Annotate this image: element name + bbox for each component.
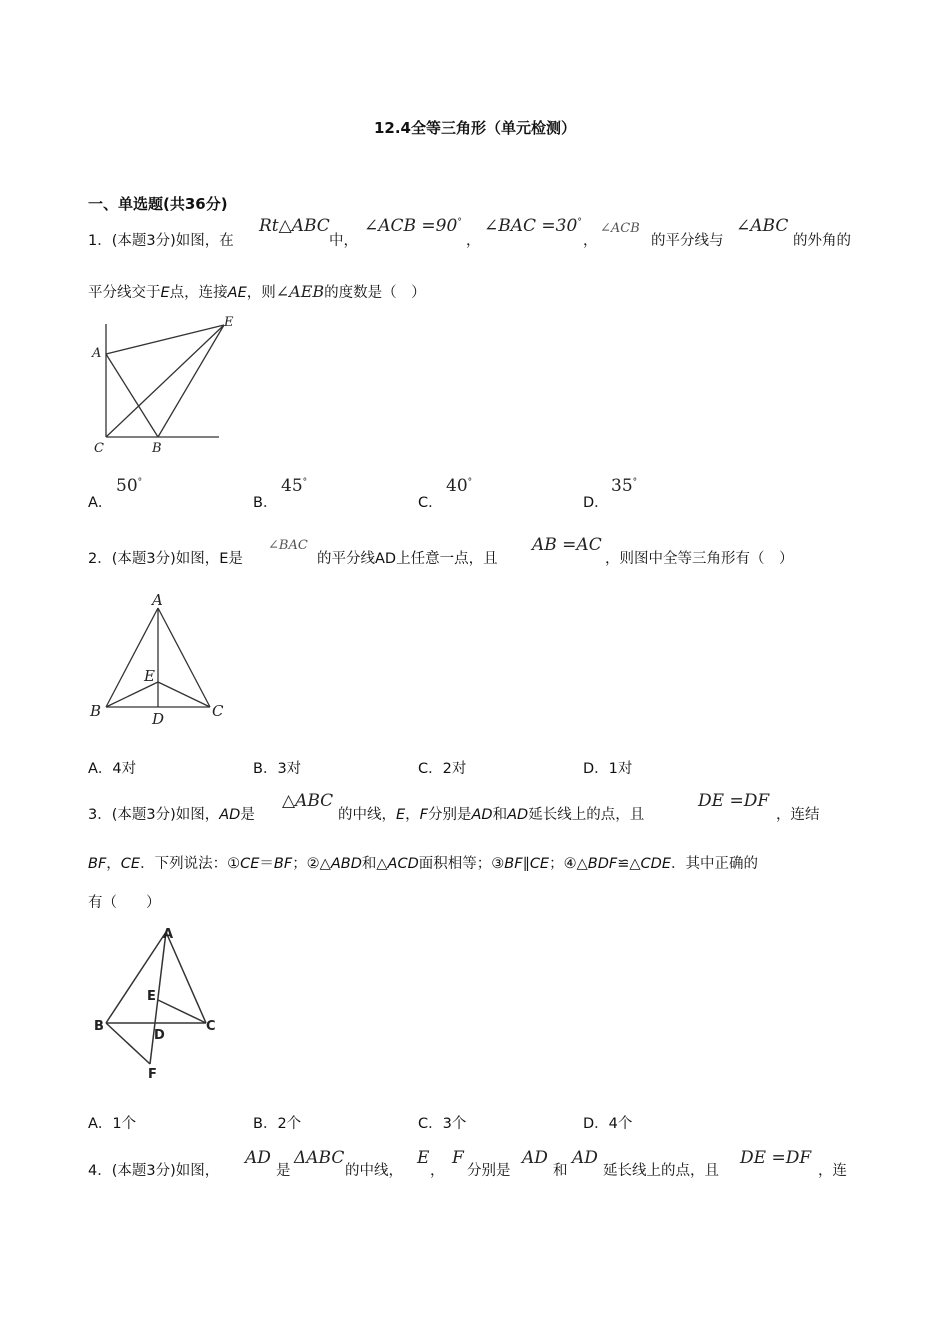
q3-option-a[interactable]: A．1个 [88, 1116, 137, 1132]
q4-text-mid1: 的中线， [345, 1163, 403, 1179]
q4-text-end: ，连 [818, 1163, 847, 1179]
q3-line-1b: 的中线，E，F分别是AD和AD延长线上的点，且 [338, 807, 645, 823]
q2-option-c[interactable]: C．2对 [418, 761, 467, 777]
q2-math-ab-ac: AB =AC [532, 535, 602, 555]
q3-figure [88, 922, 228, 1082]
page-title: 12.4全等三角形（单元检测） [373, 119, 576, 137]
q1-text-zhong: 中， [329, 233, 358, 249]
q3-label-E: E [147, 989, 156, 1004]
q1-comma-1: ， [466, 233, 481, 249]
q1-text-mid: 的平分线与 [651, 233, 724, 249]
section-heading: 一、单选题(共36分) [88, 195, 228, 213]
q4-math-f: F [452, 1148, 464, 1168]
q1-comma-2: ， [583, 233, 598, 249]
q3-option-d[interactable]: D．4个 [583, 1116, 633, 1132]
q3-line-1a: 3．(本题3分)如图，AD是 [88, 807, 255, 823]
q1-label-C: C [94, 441, 104, 456]
q3-line-2: BF，CE．下列说法：①CE＝BF；②△ABD和△ACD面积相等；③BF∥CE；④△BDF≌△CDE．其中正确的 [88, 856, 758, 872]
q1-option-d-value: 35° [611, 476, 638, 496]
q4-comma: ， [430, 1163, 445, 1179]
q1-option-a[interactable]: A． [88, 495, 113, 511]
q4-math-ad2: AD [522, 1148, 548, 1168]
q1-math-acb: ∠ACB [600, 221, 640, 236]
q4-text-shi: 是 [276, 1163, 291, 1179]
q3-math-de-df: DE =DF [698, 791, 770, 811]
q1-text-end: 的外角的 [793, 233, 851, 249]
q2-label-C: C [212, 702, 224, 720]
q1-line-2: 平分线交于E点，连接AE，则∠AEB的度数是（ ） [88, 282, 426, 301]
q1-math-acb90: ∠ACB =90° [364, 216, 462, 236]
q1-option-c[interactable]: C． [418, 495, 443, 511]
q3-label-F: F [148, 1067, 157, 1082]
q3-label-C: C [206, 1019, 216, 1034]
q4-text-he: 和 [553, 1163, 568, 1179]
q1-math-abc: ∠ABC [736, 216, 789, 236]
q4-math-abc: ΔABC [294, 1148, 345, 1168]
q1-label-A: A [92, 346, 102, 361]
q2-label-A: A [152, 591, 163, 609]
q3-label-A: A [163, 927, 174, 942]
q1-math-bac30: ∠BAC =30° [484, 216, 582, 236]
q2-option-d[interactable]: D．1对 [583, 761, 633, 777]
q4-math-ad: AD [245, 1148, 271, 1168]
q1-option-d[interactable]: D． [583, 495, 609, 511]
q2-text-end: ，则图中全等三角形有（ ） [605, 551, 794, 567]
q1-label-B: B [152, 441, 162, 456]
q3-label-B: B [94, 1019, 104, 1034]
q1-math-rt-abc: Rt△ABC [259, 216, 330, 236]
q4-prefix: 4．(本题3分)如图， [88, 1163, 220, 1179]
q4-text-mid3: 延长线上的点，且 [603, 1163, 719, 1179]
q1-figure [88, 312, 238, 462]
q2-text-mid: 的平分线AD上任意一点，且 [317, 551, 498, 567]
q2-math-bac: ∠BAC [268, 538, 308, 553]
q1-option-c-value: 40° [446, 476, 473, 496]
q1-option-a-value: 50° [116, 476, 143, 496]
q2-label-B: B [90, 702, 102, 720]
q3-text-end: ，连结 [776, 807, 820, 823]
q2-option-b[interactable]: B．3对 [253, 761, 302, 777]
q3-label-D: D [154, 1028, 165, 1043]
q4-math-de-df: DE =DF [740, 1148, 812, 1168]
q4-math-ad3: AD [572, 1148, 598, 1168]
q1-label-E: E [224, 315, 234, 330]
q2-prefix: 2．(本题3分)如图，E是 [88, 551, 243, 567]
q1-option-b[interactable]: B． [253, 495, 278, 511]
q1-prefix: 1．(本题3分)如图，在 [88, 233, 234, 249]
q1-option-b-value: 45° [281, 476, 308, 496]
q2-label-E: E [144, 667, 155, 685]
q3-option-c[interactable]: C．3个 [418, 1116, 467, 1132]
q4-text-mid2: 分别是 [467, 1163, 511, 1179]
q3-option-b[interactable]: B．2个 [253, 1116, 302, 1132]
q4-math-e: E [417, 1148, 430, 1168]
q3-math-abc: △ABC [282, 791, 334, 811]
q3-line-3: 有（ ） [88, 895, 161, 911]
q2-option-a[interactable]: A．4对 [88, 761, 137, 777]
q2-figure [88, 588, 238, 728]
q2-label-D: D [152, 710, 165, 728]
